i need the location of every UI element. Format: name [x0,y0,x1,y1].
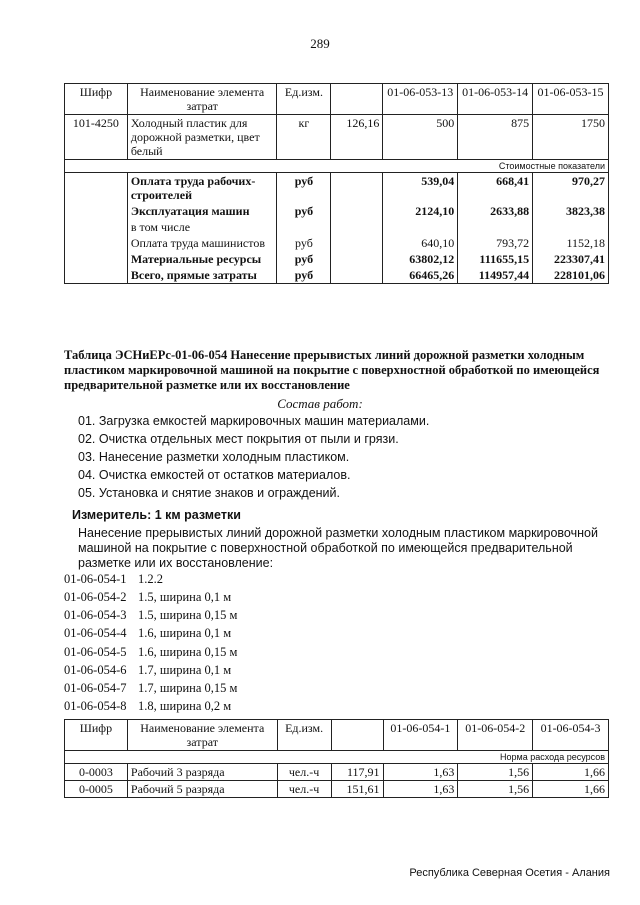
cell-value: 3823,38 [533,203,609,219]
code-line [64,572,163,587]
cell-price [331,267,383,284]
code-line [64,645,237,660]
header-name: Наименование элемента затрат [127,720,277,751]
code-text: 1.6, ширина 0,1 м [138,626,232,640]
table-row [65,115,609,160]
work-item: 01. Загрузка емкостей маркировочных машин материалами. [78,414,430,428]
section-title: Таблица ЭСНиЕРс-01-06-054 Нанесение прерывистых линий дорожной разметки холодным пластиком маркировочной машиной на покрытие с поверхностной обработкой по имеющейся предварительной разметке или их восстановление [64,348,600,392]
cell-value: 66465,26 [383,267,458,284]
header-blank [331,84,383,115]
cell-value: 1,66 [533,764,609,781]
code-line [64,590,231,605]
code-text: 1.7, ширина 0,1 м [138,663,232,677]
cell-code [65,235,128,251]
cell-name: Рабочий 3 разряда [127,764,277,781]
work-title: Состав работ: [277,396,363,411]
description: Нанесение прерывистых линий дорожной разметки холодным пластиком маркировочной машиной на покрытие с поверхностной обработкой по имеющейся предварительной разметке или их восстановление: [78,526,598,570]
cell-value: 793,72 [458,235,533,251]
section-label-row [65,751,609,764]
work-item: 03. Нанесение разметки холодным пластиком. [78,450,350,464]
cell-price [331,235,383,251]
cell-price [331,173,383,204]
cell-value [458,219,533,235]
cell-value: 2633,88 [458,203,533,219]
section-label-row [65,160,609,173]
cell-value: 63802,12 [383,251,458,267]
cell-value: 539,04 [383,173,458,204]
header-code: Шифр [65,720,128,751]
cell-name: Холодный пластик для дорожной разметки, цвет белый [127,115,277,160]
cost-table [64,83,609,284]
cell-name: в том числе [127,219,277,235]
code-line [64,681,237,696]
cell-code [65,251,128,267]
header-col: 01-06-053-14 [458,84,533,115]
table-row [65,219,609,235]
cell-value: 223307,41 [533,251,609,267]
code-text: 1.7, ширина 0,15 м [138,681,238,695]
code: 01-06-054-7 [64,681,127,695]
cell-name: Материальные ресурсы [127,251,277,267]
cell-value [533,219,609,235]
table-row [65,267,609,284]
work-item: 04. Очистка емкостей от остатков материалов. [78,468,351,482]
table-row [65,235,609,251]
cell-value: 1,66 [533,781,609,798]
section-label: Стоимостные показатели [65,160,609,173]
table-header-row [65,720,609,751]
code: 01-06-054-6 [64,663,127,677]
cell-value: 668,41 [458,173,533,204]
cell-value: 1152,18 [533,235,609,251]
cell-unit: руб [277,173,331,204]
cell-value: 111655,15 [458,251,533,267]
cell-unit: руб [277,251,331,267]
table-row [65,173,609,204]
cell-price [331,251,383,267]
header-col: 01-06-054-2 [458,720,533,751]
cell-unit: кг [277,115,331,160]
code: 01-06-054-2 [64,590,127,604]
header-code: Шифр [65,84,128,115]
cell-value: 1,63 [383,781,458,798]
cell-value: 114957,44 [458,267,533,284]
header-col: 01-06-053-15 [533,84,609,115]
cell-unit: чел.-ч [277,781,331,798]
cell-value: 1,56 [458,764,533,781]
cell-code: 0-0005 [65,781,128,798]
cell-name: Оплата труда рабочих-строителей [127,173,277,204]
code-text: 1.8, ширина 0,2 м [138,699,232,713]
cell-price [331,219,383,235]
code-line [64,626,231,641]
cell-code [65,173,128,204]
footer-region: Республика Северная Осетия - Алания [409,867,610,879]
code: 01-06-054-5 [64,645,127,659]
code-line [64,608,237,623]
cell-value: 500 [383,115,458,160]
header-unit: Ед.изм. [277,720,331,751]
header-unit: Ед.изм. [277,84,331,115]
cell-value: 1,63 [383,764,458,781]
code-line [64,663,231,678]
cell-value: 2124,10 [383,203,458,219]
cell-name: Оплата труда машинистов [127,235,277,251]
cell-value: 640,10 [383,235,458,251]
code: 01-06-054-8 [64,699,127,713]
header-blank [331,720,383,751]
table-row [65,203,609,219]
header-col: 01-06-054-1 [383,720,458,751]
code-text: 1.5, ширина 0,1 м [138,590,232,604]
cell-code [65,267,128,284]
header-col: 01-06-053-13 [383,84,458,115]
table-header-row [65,84,609,115]
cell-value: 228101,06 [533,267,609,284]
code-text: 1.2.2 [138,572,163,586]
cell-unit: руб [277,267,331,284]
code: 01-06-054-1 [64,572,127,586]
cell-name: Всего, прямые затраты [127,267,277,284]
cell-unit: руб [277,235,331,251]
cell-value: 875 [458,115,533,160]
cell-code: 0-0003 [65,764,128,781]
page-number: 289 [310,36,330,51]
cell-unit: руб [277,203,331,219]
cell-value [383,219,458,235]
work-item: 02. Очистка отдельных мест покрытия от пыли и грязи. [78,432,399,446]
cell-value: 1750 [533,115,609,160]
cell-price [331,203,383,219]
cell-code [65,203,128,219]
header-col: 01-06-054-3 [533,720,609,751]
cell-code [65,219,128,235]
table-row [65,764,609,781]
cell-price: 117,91 [331,764,383,781]
cell-value: 970,27 [533,173,609,204]
code-text: 1.6, ширина 0,15 м [138,645,238,659]
header-name: Наименование элемента затрат [127,84,277,115]
section-label: Норма расхода ресурсов [65,751,609,764]
table-row [65,251,609,267]
cell-price: 126,16 [331,115,383,160]
work-item: 05. Установка и снятие знаков и ограждений. [78,486,340,500]
cell-code: 101-4250 [65,115,128,160]
code: 01-06-054-4 [64,626,127,640]
table-row [65,781,609,798]
cell-name: Эксплуатация машин [127,203,277,219]
cell-unit [277,219,331,235]
cell-name: Рабочий 5 разряда [127,781,277,798]
meter-label: Измеритель: 1 км разметки [72,508,241,522]
cell-value: 1,56 [458,781,533,798]
cell-price: 151,61 [331,781,383,798]
resource-table [64,719,609,798]
code-text: 1.5, ширина 0,15 м [138,608,238,622]
cell-unit: чел.-ч [277,764,331,781]
code-line [64,699,231,714]
code: 01-06-054-3 [64,608,127,622]
